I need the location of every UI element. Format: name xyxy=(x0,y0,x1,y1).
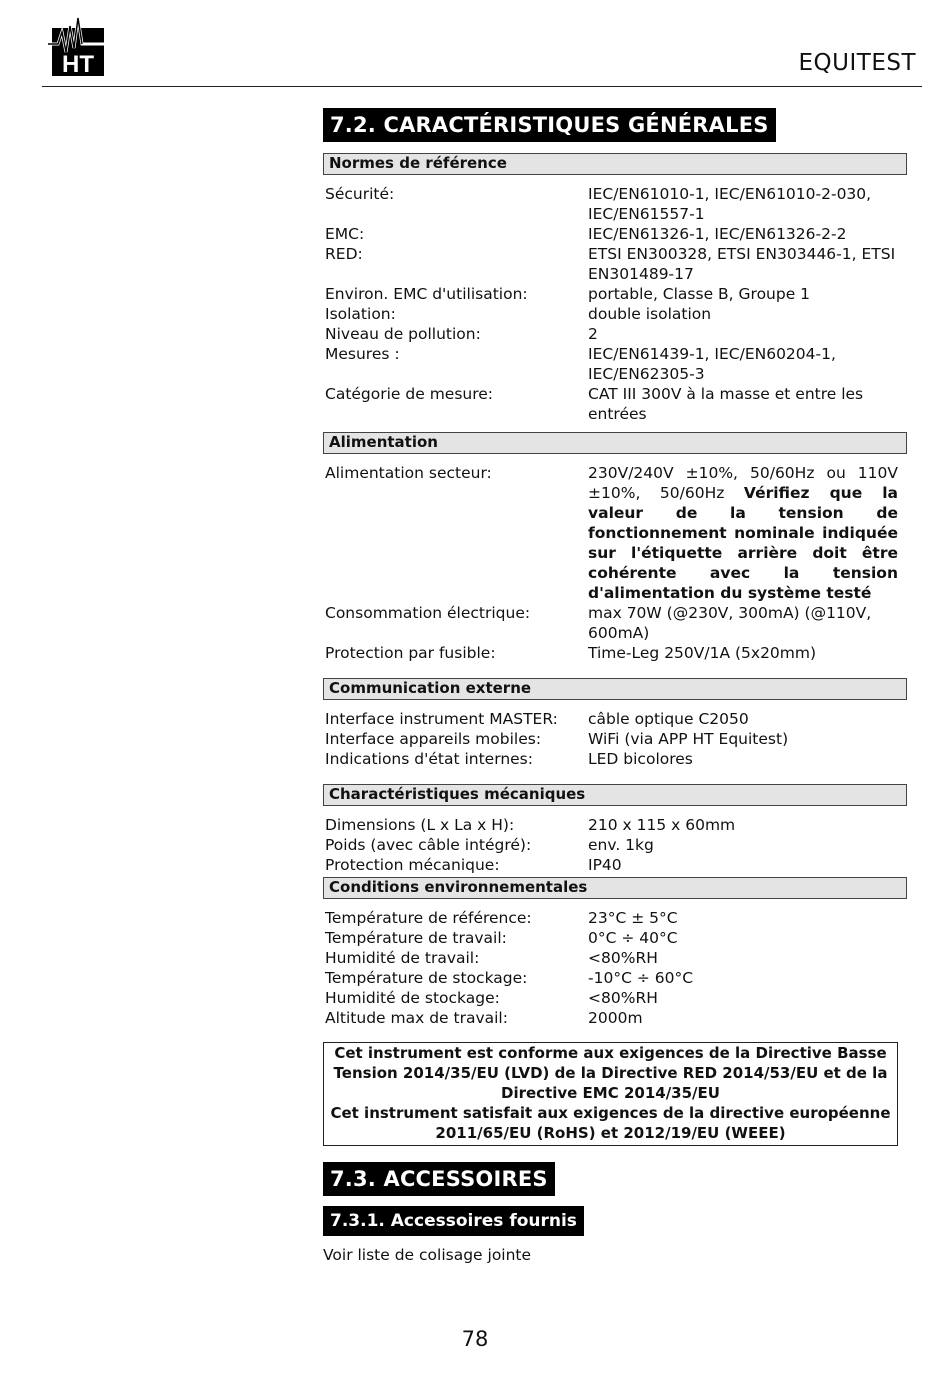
mecaniques-list xyxy=(323,815,907,875)
spec-label: Catégorie de mesure: xyxy=(325,385,494,403)
accessoires-heading: 7.3. ACCESSOIRES xyxy=(323,1162,555,1196)
spec-value: IEC/EN61439-1, IEC/EN60204-1, IEC/EN62305-3 xyxy=(588,345,836,383)
spec-label: Mesures : xyxy=(325,345,400,363)
spec-value: max 70W (@230V, 300mA) (@110V, 600mA) xyxy=(588,604,872,642)
section-heading: 7.2. CARACTÉRISTIQUES GÉNÉRALES xyxy=(323,108,776,142)
spec-label: Interface instrument MASTER: xyxy=(325,710,558,728)
spec-label: Poids (avec câble intégré): xyxy=(325,836,532,854)
document-title: EQUITEST xyxy=(798,50,916,76)
spec-value: IP40 xyxy=(588,856,622,874)
spec-label: Humidité de travail: xyxy=(325,949,480,967)
spec-label: Dimensions (L x La x H): xyxy=(325,816,515,834)
spec-row xyxy=(325,384,907,424)
spec-label: Altitude max de travail: xyxy=(325,1009,508,1027)
spec-label: Protection par fusible: xyxy=(325,644,496,662)
mecaniques-header: Charactéristiques mécaniques xyxy=(323,784,907,806)
spec-value: CAT III 300V à la masse et entre les entrées xyxy=(588,385,864,423)
compliance-lvd-red-emc: Cet instrument est conforme aux exigences de la Directive Basse Tension 2014/35/EU (LVD) de la Directive RED 2014/53/EU et de la Directive EMC 2014/35/EU xyxy=(333,1044,888,1102)
compliance-rohs-weee: Cet instrument satisfait aux exigences de la directive européenne 2011/65/EU (RoHS) et 2012/19/EU (WEEE) xyxy=(330,1104,891,1142)
spec-row xyxy=(325,968,907,988)
spec-row xyxy=(325,729,907,749)
spec-value: env. 1kg xyxy=(588,836,654,854)
spec-value xyxy=(588,463,898,603)
spec-row xyxy=(325,749,907,769)
spec-value: double isolation xyxy=(588,305,712,323)
spec-row xyxy=(325,284,907,304)
communication-header: Communication externe xyxy=(323,678,907,700)
spec-label: Température de stockage: xyxy=(325,969,528,987)
spec-value: <80%RH xyxy=(588,989,658,1007)
spec-label: Isolation: xyxy=(325,305,396,323)
spec-row xyxy=(325,304,907,324)
spec-row xyxy=(325,324,907,344)
environnement-header: Conditions environnementales xyxy=(323,877,907,899)
spec-value: ETSI EN300328, ETSI EN303446-1, ETSI EN301489-17 xyxy=(588,245,896,283)
spec-label: Indications d'état internes: xyxy=(325,750,533,768)
secteur-warning: Vérifiez que la valeur de la tension de fonctionnement nominale indiquée sur l'étiquette arrière doit être cohérente avec la tension d'alimentation du système testé xyxy=(588,484,898,602)
spec-label: EMC: xyxy=(325,225,365,243)
compliance-notice xyxy=(323,1042,898,1146)
spec-label: Interface appareils mobiles: xyxy=(325,730,542,748)
spec-value: 23°C ± 5°C xyxy=(588,909,678,927)
spec-row xyxy=(325,643,907,663)
spec-row xyxy=(325,463,907,603)
alimentation-header: Alimentation xyxy=(323,432,907,454)
spec-label: Protection mécanique: xyxy=(325,856,500,874)
spec-row xyxy=(325,603,907,643)
spec-row xyxy=(325,928,907,948)
logo-text: HT xyxy=(62,51,94,78)
spec-label: Température de référence: xyxy=(325,909,532,927)
spec-value: 0°C ÷ 40°C xyxy=(588,929,678,947)
spec-label: Sécurité: xyxy=(325,185,395,203)
page-number: 78 xyxy=(461,1327,489,1351)
spec-row xyxy=(325,344,907,384)
normes-header: Normes de référence xyxy=(323,153,907,175)
normes-list xyxy=(323,184,907,424)
spec-value: IEC/EN61010-1, IEC/EN61010-2-030, IEC/EN61557-1 xyxy=(588,185,872,223)
spec-row xyxy=(325,1008,907,1028)
spec-row xyxy=(325,908,907,928)
spec-row xyxy=(325,855,907,875)
secteur-value: 230V/240V ±10%, 50/60Hz ou 110V ±10%, 50/60Hz xyxy=(588,464,898,502)
spec-value: Time-Leg 250V/1A (5x20mm) xyxy=(588,644,817,662)
spec-value: IEC/EN61326-1, IEC/EN61326-2-2 xyxy=(588,225,847,243)
spec-row xyxy=(325,224,907,244)
spec-value: portable, Classe B, Groupe 1 xyxy=(588,285,811,303)
spec-value: -10°C ÷ 60°C xyxy=(588,969,694,987)
spec-label: Alimentation secteur: xyxy=(325,464,492,482)
spec-row xyxy=(325,815,907,835)
spec-row xyxy=(325,835,907,855)
spec-value: câble optique C2050 xyxy=(588,710,749,728)
spec-label: RED: xyxy=(325,245,363,263)
spec-label: Température de travail: xyxy=(325,929,507,947)
spec-value: LED bicolores xyxy=(588,750,693,768)
ht-logo xyxy=(48,8,110,78)
communication-list xyxy=(323,709,907,769)
page-content xyxy=(323,108,907,1265)
spec-row xyxy=(325,709,907,729)
spec-row xyxy=(325,948,907,968)
accessoires-text: Voir liste de colisage jointe xyxy=(323,1246,532,1264)
accessoires-subheading: 7.3.1. Accessoires fournis xyxy=(323,1206,584,1236)
spec-value: 2 xyxy=(588,325,598,343)
spec-value: 2000m xyxy=(588,1009,643,1027)
environnement-list xyxy=(323,908,907,1028)
spec-row xyxy=(325,244,907,284)
alimentation-list xyxy=(323,463,907,663)
header-divider xyxy=(42,86,922,87)
spec-label: Consommation électrique: xyxy=(325,604,531,622)
spec-value: <80%RH xyxy=(588,949,658,967)
spec-value: WiFi (via APP HT Equitest) xyxy=(588,730,789,748)
spec-value: 210 x 115 x 60mm xyxy=(588,816,736,834)
spec-label: Niveau de pollution: xyxy=(325,325,481,343)
spec-row xyxy=(325,184,907,224)
spec-label: Environ. EMC d'utilisation: xyxy=(325,285,528,303)
spec-row xyxy=(325,988,907,1008)
spec-label: Humidité de stockage: xyxy=(325,989,500,1007)
